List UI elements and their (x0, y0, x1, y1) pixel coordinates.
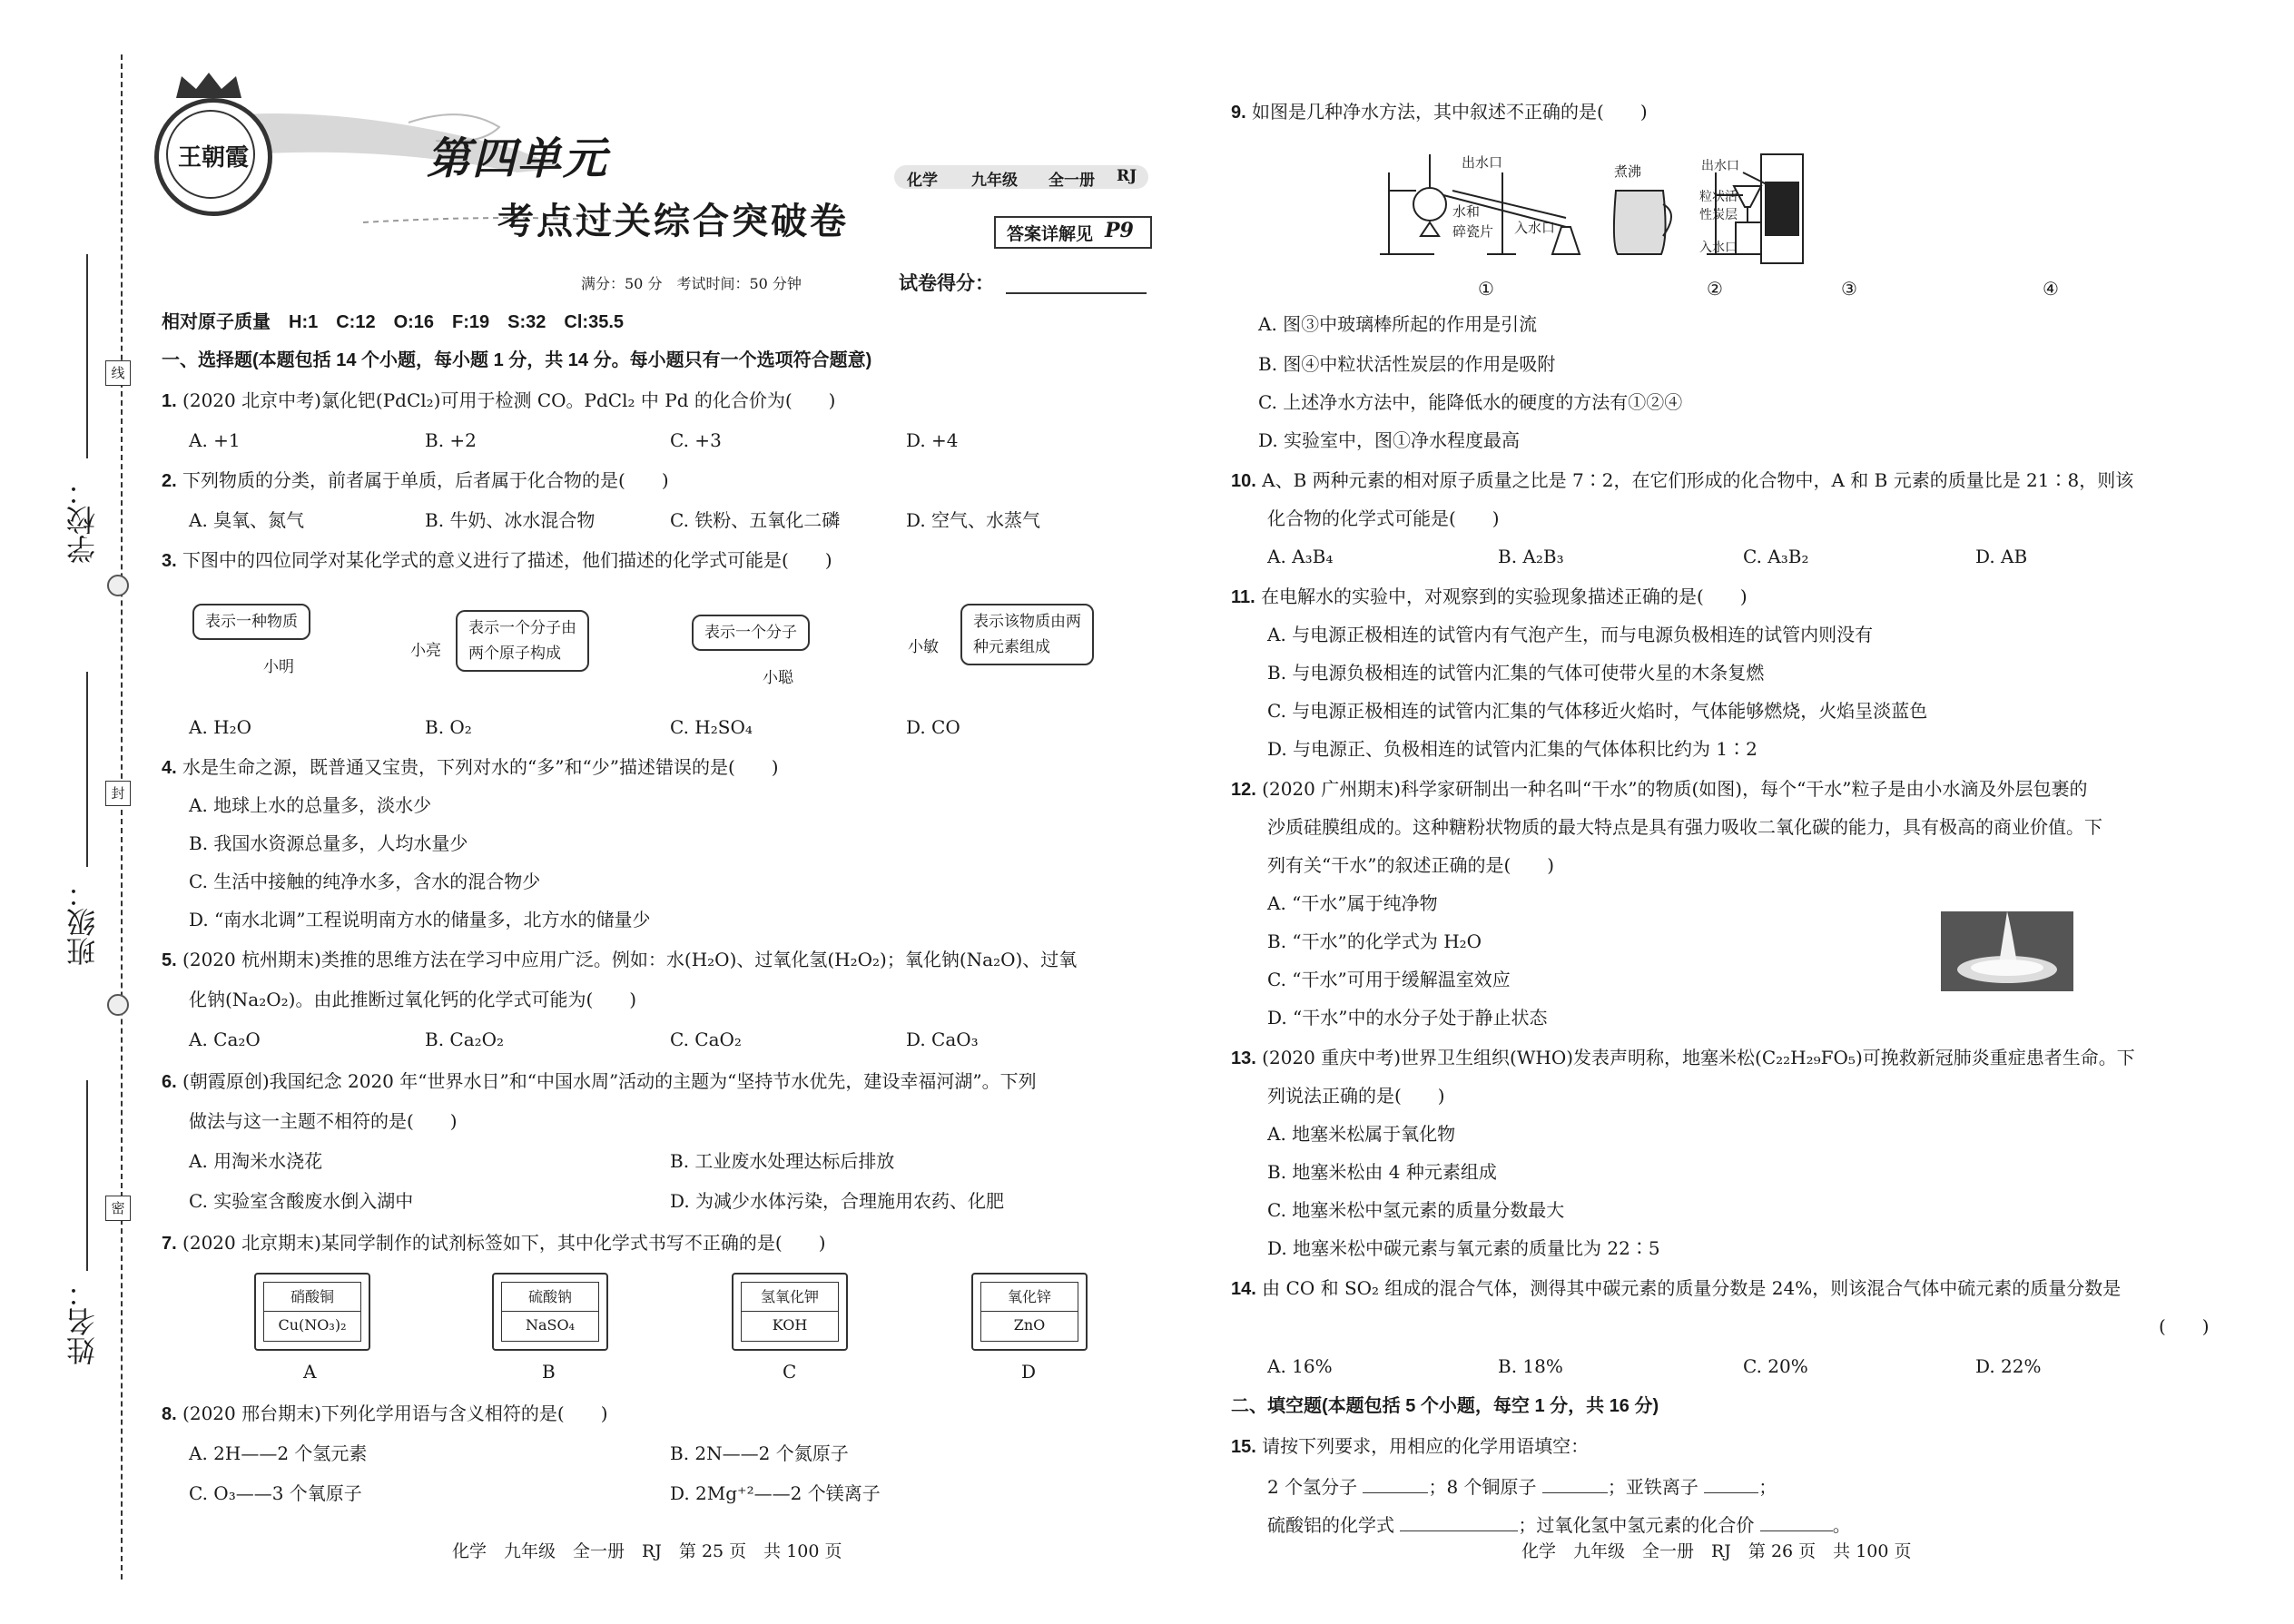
purification-apparatus-drawing (1380, 136, 1807, 300)
q3-option-a[interactable]: A. H₂O (189, 716, 252, 738)
speech-bubble-xiaomin: 表示该物质由两 种元素组成 (960, 604, 1094, 665)
class-label: 班级： (65, 879, 100, 966)
q1-option-c[interactable]: C. +3 (670, 429, 722, 451)
q6-option-a[interactable]: A. 用淘米水浇花 (189, 1150, 323, 1172)
q8-option-a[interactable]: A. 2H——2 个氢元素 (189, 1442, 368, 1464)
blank-hydrogen-molecules[interactable] (1363, 1474, 1428, 1493)
brand-logo (154, 98, 272, 216)
crown-icon (171, 71, 247, 100)
question-11: 11. 在电解水的实验中，对观察到的实验现象描述正确的是( ) (1231, 586, 1748, 607)
blank-copper-atoms[interactable] (1542, 1474, 1608, 1493)
q11-option-d[interactable]: D. 与电源正、负极相连的试管内汇集的气体体积比约为 1∶2 (1267, 738, 1757, 760)
q9-option-b[interactable]: B. 图④中粒状活性炭层的作用是吸附 (1258, 353, 1556, 375)
q9-option-d[interactable]: D. 实验室中，图①净水程度最高 (1258, 429, 1521, 451)
fig-inlet: 入水口 (1514, 220, 1556, 236)
q14-option-a[interactable]: A. 16% (1267, 1355, 1333, 1377)
q11-option-c[interactable]: C. 与电源正极相连的试管内汇集的气体移近火焰时，气体能够燃烧，火焰呈淡蓝色 (1267, 700, 1928, 722)
fig-outlet-2: 出水口 (1701, 159, 1739, 173)
question-13-cont: 列说法正确的是( ) (1267, 1085, 1445, 1107)
student-xiaocong: 小聪 (763, 669, 793, 687)
fig-water-label: 水和 (1452, 203, 1481, 220)
q1-option-a[interactable]: A. +1 (189, 429, 241, 451)
q6-option-b[interactable]: B. 工业废水处理达标后排放 (670, 1150, 895, 1172)
q1-option-b[interactable]: B. +2 (425, 429, 477, 451)
question-6-cont: 做法与这一主题不相符的是( ) (189, 1110, 458, 1132)
binding-hole-1 (107, 575, 129, 596)
q3-option-b[interactable]: B. O₂ (425, 716, 472, 738)
fig-number-1: ① (1478, 278, 1494, 300)
q8-option-d[interactable]: D. 2Mg⁺²——2 个镁离子 (670, 1482, 881, 1504)
fig-number-3: ③ (1841, 278, 1857, 300)
question-12-cont-2: 列有关“干水”的叙述正确的是( ) (1267, 854, 1555, 876)
q3-option-d[interactable]: D. CO (906, 716, 960, 738)
exam-info: 满分：50 分 考试时间：50 分钟 (581, 275, 802, 292)
logo-text: 王朝霞 (177, 144, 249, 172)
reagent-label-c: 氢氧化钾 KOH (732, 1273, 848, 1351)
q12-option-b[interactable]: B. “干水”的化学式为 H₂O (1267, 930, 1482, 952)
tag-grade: 九年级 (971, 172, 1018, 190)
score-blank[interactable] (1006, 292, 1147, 294)
q8-option-c[interactable]: C. O₃——3 个氧原子 (189, 1482, 362, 1504)
answer-ref-text: 答案详解见 (1007, 224, 1094, 244)
name-label: 姓名： (65, 1278, 100, 1365)
q1-option-d[interactable]: D. +4 (906, 429, 959, 451)
question-8: 8. (2020 邢台期末)下列化学用语与含义相符的是( ) (162, 1403, 608, 1424)
section-1-heading: 一、选择题(本题包括 14 个小题，每小题 1 分，共 14 分。每小题只有一个选项符合题意) (162, 350, 872, 370)
blank-hydrogen-valence[interactable] (1760, 1512, 1833, 1531)
q2-option-d[interactable]: D. 空气、水蒸气 (906, 509, 1041, 531)
q11-option-b[interactable]: B. 与电源负极相连的试管内汇集的气体可使带火星的木条复燃 (1267, 662, 1765, 684)
q13-option-c[interactable]: C. 地塞米松中氢元素的质量分数最大 (1267, 1199, 1565, 1221)
q12-option-d[interactable]: D. “干水”中的水分子处于静止状态 (1267, 1007, 1548, 1029)
q11-option-a[interactable]: A. 与电源正极相连的试管内有气泡产生，而与电源负极相连的试管内则没有 (1267, 624, 1874, 645)
question-12-cont-1: 沙质硅膜组成的。这种糖粉状物质的最大特点是具有强力吸收二氧化碳的能力，具有极高的商业价值。下 (1267, 816, 2102, 838)
q3-option-c[interactable]: C. H₂SO₄ (670, 716, 753, 738)
q12-option-c[interactable]: C. “干水”可用于缓解温室效应 (1267, 969, 1511, 990)
q2-option-b[interactable]: B. 牛奶、冰水混合物 (425, 509, 596, 531)
reagent-label-b: 硫酸钠 NaSO₄ (492, 1273, 608, 1351)
unit-title: 第四单元 (427, 133, 609, 184)
q6-option-c[interactable]: C. 实验室含酸废水倒入湖中 (189, 1190, 414, 1212)
tag-edition: RJ (1117, 167, 1137, 185)
fig-outlet: 出水口 (1462, 154, 1503, 171)
question-3: 3. 下图中的四位同学对某化学式的意义进行了描述，他们描述的化学式可能是( ) (162, 549, 832, 571)
fig-inlet-2: 入水口 (1699, 241, 1738, 255)
question-2: 2. 下列物质的分类，前者属于单质，后者属于化合物的是( ) (162, 469, 669, 491)
question-10: 10. A、B 两种元素的相对原子质量之比是 7∶2，在它们形成的化合物中，A 和 B 元素的质量比是 21∶8，则该 (1231, 469, 2134, 491)
q4-option-b[interactable]: B. 我国水资源总量多，人均水量少 (189, 832, 468, 854)
q9-option-a[interactable]: A. 图③中玻璃棒所起的作用是引流 (1258, 313, 1538, 335)
answer-ref-box (994, 216, 1152, 249)
q4-option-c[interactable]: C. 生活中接触的纯净水多，含水的混合物少 (189, 871, 541, 892)
q14-option-d[interactable]: D. 22% (1975, 1355, 2042, 1377)
fig-number-2: ② (1707, 278, 1723, 300)
q8-option-b[interactable]: B. 2N——2 个氮原子 (670, 1442, 849, 1464)
fig-carbon-2: 性炭层 (1699, 208, 1738, 222)
q10-option-b[interactable]: B. A₂B₃ (1498, 546, 1564, 567)
reagent-label-d: 氧化锌 ZnO (971, 1273, 1088, 1351)
fig-number-4: ④ (2043, 278, 2059, 300)
question-1: 1. (2020 北京中考)氯化钯(PdCl₂)可用于检测 CO。PdCl₂ 中 Pd 的化合价为( ) (162, 389, 836, 411)
fig-chips-label: 碎瓷片 (1452, 223, 1494, 240)
q10-option-d[interactable]: D. AB (1975, 546, 2028, 567)
question-5-cont: 化钠(Na₂O₂)。由此推断过氧化钙的化学式可能为( ) (189, 989, 637, 1010)
q2-option-a[interactable]: A. 臭氧、氮气 (189, 509, 305, 531)
paper-subtitle: 考点过关综合突破卷 (497, 200, 849, 242)
student-xiaomin: 小敏 (908, 638, 939, 656)
q4-option-a[interactable]: A. 地球上水的总量多，淡水少 (189, 794, 432, 816)
q15-line-2: 硫酸铝的化学式 ；过氧化氢中氢元素的化合价 。 (1267, 1514, 1851, 1536)
school-label: 学校： (65, 477, 100, 564)
q5-option-c[interactable]: C. CaO₂ (670, 1029, 742, 1050)
tag-subject: 化学 (907, 172, 938, 190)
speech-bubble-xiaoliang: 表示一个分子由 两个原子构成 (456, 610, 589, 672)
q6-option-d[interactable]: D. 为减少水体污染，合理施用农药、化肥 (670, 1190, 1005, 1212)
q14-option-c[interactable]: C. 20% (1743, 1355, 1808, 1377)
dry-water-photo (1941, 911, 2073, 991)
q13-option-d[interactable]: D. 地塞米松中碳元素与氧元素的质量比为 22∶5 (1267, 1237, 1660, 1259)
left-page-footer: 化学 九年级 全一册 RJ 第 25 页 共 100 页 (452, 1541, 842, 1561)
right-page-footer: 化学 九年级 全一册 RJ 第 26 页 共 100 页 (1521, 1541, 1912, 1561)
question-10-cont: 化合物的化学式可能是( ) (1267, 507, 1500, 529)
q14-answer-paren[interactable]: ( ) (2159, 1315, 2210, 1337)
question-9: 9. 如图是几种净水方法，其中叙述不正确的是( ) (1231, 101, 1648, 123)
student-xiaoliang: 小亮 (410, 642, 441, 660)
blank-ferrous-ion[interactable] (1704, 1474, 1758, 1493)
q14-option-b[interactable]: B. 18% (1498, 1355, 1563, 1377)
class-blank[interactable] (86, 672, 88, 867)
atomic-masses: 相对原子质量 H:1 C:12 O:16 F:19 S:32 Cl:35.5 (162, 312, 624, 332)
q13-option-a[interactable]: A. 地塞米松属于氧化物 (1267, 1123, 1456, 1145)
q13-option-b[interactable]: B. 地塞米松由 4 种元素组成 (1267, 1161, 1497, 1183)
q4-option-d[interactable]: D. “南水北调”工程说明南方水的储量多，北方水的储量少 (189, 909, 651, 930)
question-12: 12. (2020 广州期末)科学家研制出一种名叫“干水”的物质(如图)，每个“干水”粒子是由小水滴及外层包裹的 (1231, 778, 2088, 800)
speech-bubble-xiaoming: 表示一种物质 (192, 604, 310, 640)
fig-boil: 煮沸 (1614, 163, 1642, 180)
q9-option-c[interactable]: C. 上述净水方法中，能降低水的硬度的方法有①②④ (1258, 391, 1683, 413)
section-2-heading: 二、填空题(本题包括 5 个小题，每空 1 分，共 16 分) (1231, 1396, 1659, 1416)
question-6: 6. (朝霞原创)我国纪念 2020 年“世界水日”和“中国水周”活动的主题为“坚持节水优先，建设幸福河湖”。下列 (162, 1070, 1037, 1092)
tag-volume: 全一册 (1049, 172, 1095, 190)
speech-bubble-xiaocong: 表示一个分子 (692, 615, 810, 651)
q5-option-a[interactable]: A. Ca₂O (189, 1029, 261, 1050)
q10-option-c[interactable]: C. A₃B₂ (1743, 546, 1809, 567)
fig-carbon-1: 粒状活 (1699, 190, 1738, 204)
q7-option-b[interactable]: B (542, 1361, 556, 1383)
q7-option-a[interactable]: A (303, 1361, 317, 1383)
mark-mi: 密 (105, 1196, 131, 1221)
name-blank[interactable] (86, 1080, 88, 1271)
q15-line-1: 2 个氢分子 ；8 个铜原子 ；亚铁离子 ； (1267, 1476, 1777, 1498)
question-7: 7. (2020 北京期末)某同学制作的试剂标签如下，其中化学式书写不正确的是( ) (162, 1232, 826, 1254)
q5-option-d[interactable]: D. CaO₃ (906, 1029, 979, 1050)
tag-bar (894, 165, 1148, 189)
binding-dashed-line (121, 54, 123, 1580)
question-5: 5. (2020 杭州期末)类推的思维方法在学习中应用广泛。例如：水(H₂O)、过氧化氢(H₂O₂)；氧化钠(Na₂O)、过氧 (162, 949, 1078, 970)
school-blank[interactable] (86, 254, 88, 458)
q7-option-c[interactable]: C (783, 1361, 797, 1383)
question-15: 15. 请按下列要求，用相应的化学用语填空： (1231, 1435, 1590, 1457)
question-4: 4. 水是生命之源，既普通又宝贵，下列对水的“多”和“少”描述错误的是( ) (162, 756, 779, 778)
q5-option-b[interactable]: B. Ca₂O₂ (425, 1029, 505, 1050)
question-13: 13. (2020 重庆中考)世界卫生组织(WHO)发表声明称，地塞米松(C₂₂H₂₉FO₅)可挽救新冠肺炎重症患者生命。下 (1231, 1047, 2135, 1068)
q2-option-c[interactable]: C. 铁粉、五氧化二磷 (670, 509, 841, 531)
mark-feng: 封 (105, 781, 131, 806)
mark-xian: 线 (105, 360, 131, 386)
student-xiaoming: 小明 (263, 658, 294, 676)
reagent-label-a: 硝酸铜 Cu(NO₃)₂ (254, 1273, 370, 1351)
answer-ref-page: P9 (1105, 219, 1134, 242)
score-label: 试卷得分： (899, 271, 994, 294)
q12-option-a[interactable]: A. “干水”属于纯净物 (1267, 892, 1438, 914)
question-14: 14. 由 CO 和 SO₂ 组成的混合气体，测得其中碳元素的质量分数是 24%，则该混合气体中硫元素的质量分数是 (1231, 1277, 2122, 1299)
q10-option-a[interactable]: A. A₃B₄ (1267, 546, 1334, 567)
water-purification-figure (1380, 136, 1807, 300)
binding-hole-2 (107, 994, 129, 1016)
blank-aluminum-sulfate[interactable] (1400, 1512, 1518, 1531)
q7-option-d[interactable]: D (1021, 1361, 1037, 1383)
